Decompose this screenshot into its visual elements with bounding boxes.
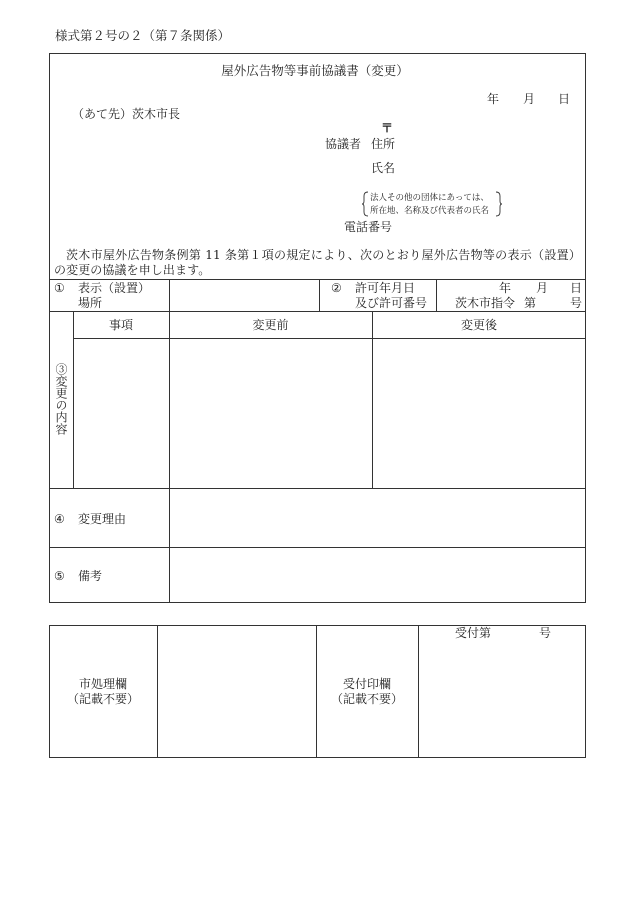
date-day-label: 日 bbox=[558, 92, 571, 106]
location-label-line2: 場所 bbox=[78, 296, 103, 310]
permit-dai: 第 bbox=[524, 296, 537, 310]
permit-go: 号 bbox=[570, 296, 583, 310]
row1-top-line bbox=[49, 279, 586, 280]
intro-text: 茨木市屋外広告物条例第 11 条第１項の規定により、次のとおり屋外広告物等の表示（設置）の変更の協議を申し出ます。 bbox=[54, 248, 581, 277]
applicant-role: 協議者 bbox=[325, 137, 362, 151]
name-label: 氏名 bbox=[371, 161, 396, 175]
remarks-num: ⑤ bbox=[54, 569, 65, 583]
address-label: 住所 bbox=[371, 137, 396, 151]
col-before-header: 変更前 bbox=[252, 318, 289, 332]
reason-num: ④ bbox=[54, 512, 65, 526]
city-processing-label: 市処理欄 bbox=[78, 677, 127, 691]
office-divider-1 bbox=[157, 625, 158, 758]
remarks-label: 備考 bbox=[78, 569, 103, 583]
reason-top-line bbox=[49, 488, 586, 489]
remarks-top-line bbox=[49, 547, 586, 548]
left-bracket-icon bbox=[361, 191, 369, 217]
office-divider-3 bbox=[418, 625, 419, 758]
col-item-header: 事項 bbox=[108, 318, 133, 332]
form-title: 屋外広告物等事前協議書（変更） bbox=[221, 63, 409, 78]
reason-label: 変更理由 bbox=[78, 512, 127, 526]
receipt-dai: 受付第 bbox=[455, 626, 492, 640]
location-label-line1: 表示（設置） bbox=[78, 281, 151, 295]
date-month-label: 月 bbox=[523, 92, 536, 106]
row1-divider-b bbox=[319, 279, 320, 311]
permit-date-day: 日 bbox=[570, 281, 583, 295]
corp-note-line2: 所在地、名称及び代表者の氏名 bbox=[370, 206, 490, 216]
location-input[interactable] bbox=[170, 282, 318, 310]
change-item-input[interactable] bbox=[75, 340, 167, 486]
right-bracket-icon bbox=[495, 191, 503, 217]
permit-prefix: 茨木市指令 bbox=[455, 296, 516, 310]
addressee: （あて先）茨木市長 bbox=[72, 107, 181, 121]
stamp-sub: （記載不要） bbox=[330, 692, 403, 706]
reason-remarks-divider bbox=[169, 488, 170, 603]
change-after-input[interactable] bbox=[374, 340, 584, 486]
changes-header-line bbox=[73, 338, 586, 339]
reason-input[interactable] bbox=[171, 490, 584, 546]
row1-num1: ① bbox=[54, 281, 65, 295]
stamp-label: 受付印欄 bbox=[342, 677, 391, 691]
row1-num2: ② bbox=[331, 281, 342, 295]
receipt-go: 号 bbox=[539, 626, 552, 640]
col-after-header: 変更後 bbox=[460, 318, 497, 332]
row1-divider-c bbox=[436, 279, 437, 311]
phone-label: 電話番号 bbox=[344, 220, 393, 234]
remarks-input[interactable] bbox=[171, 549, 584, 601]
change-before-input[interactable] bbox=[171, 340, 370, 486]
city-processing-sub: （記載不要） bbox=[66, 692, 139, 706]
permit-date-year: 年 bbox=[499, 281, 512, 295]
date-year-label: 年 bbox=[487, 92, 500, 106]
form-id: 様式第２号の２（第７条関係） bbox=[55, 28, 231, 43]
permit-label-line2: 及び許可番号 bbox=[355, 296, 428, 310]
changes-top-line bbox=[49, 311, 586, 312]
permit-date-month: 月 bbox=[536, 281, 549, 295]
corp-note-line1: 法人その他の団体にあっては、 bbox=[370, 193, 489, 203]
postal-mark: 〒 bbox=[381, 121, 394, 135]
changes-side-label: ③変更の内容 bbox=[54, 363, 68, 435]
permit-label-line1: 許可年月日 bbox=[355, 281, 416, 295]
